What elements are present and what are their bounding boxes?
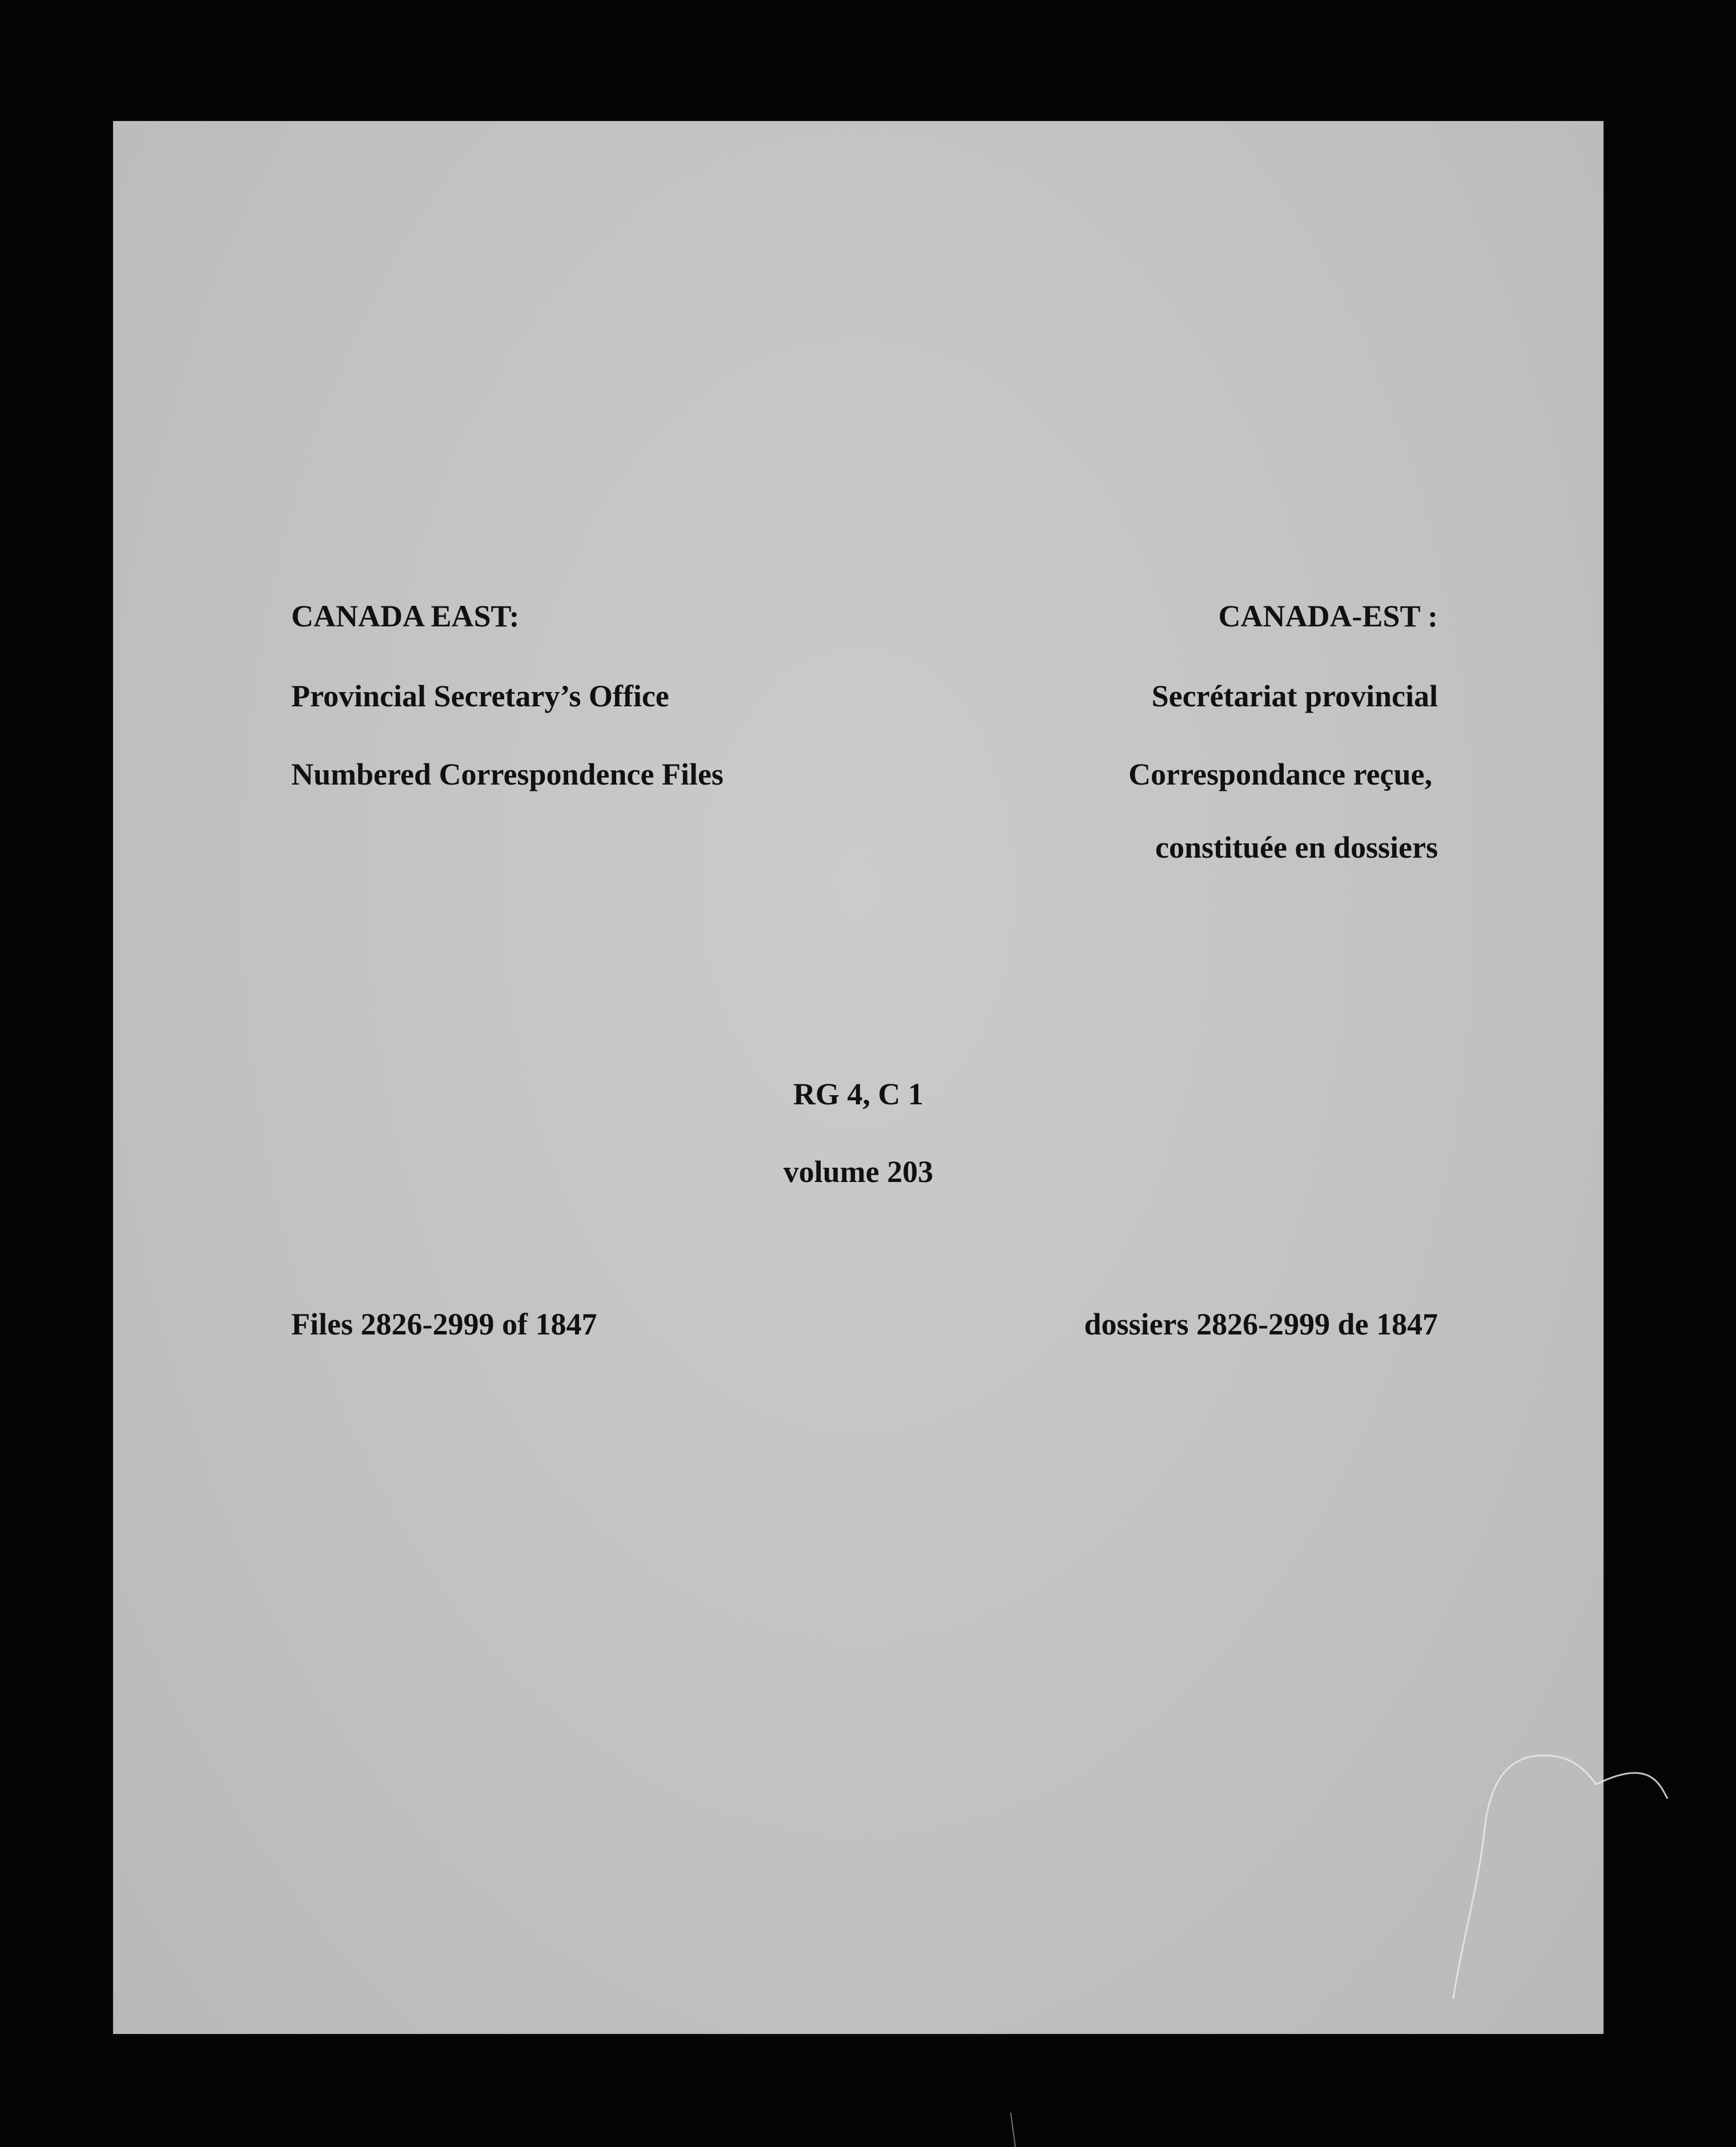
- french-heading: CANADA-EST :: [1218, 599, 1438, 633]
- document-sheet: [113, 121, 1604, 2034]
- english-heading: CANADA EAST:: [291, 599, 520, 633]
- english-series: Numbered Correspondence Files: [291, 757, 724, 791]
- french-series-line2: constituée en dossiers: [1155, 830, 1438, 865]
- english-files-range: Files 2826-2999 of 1847: [291, 1307, 597, 1341]
- english-office: Provincial Secretary’s Office: [291, 679, 669, 713]
- record-group: RG 4, C 1: [793, 1077, 923, 1111]
- volume-number: volume 203: [783, 1155, 934, 1189]
- french-files-range: dossiers 2826-2999 de 1847: [1084, 1307, 1438, 1341]
- french-office: Secrétariat provincial: [1151, 679, 1438, 713]
- french-series-line1: Correspondance reçue,: [1128, 757, 1432, 791]
